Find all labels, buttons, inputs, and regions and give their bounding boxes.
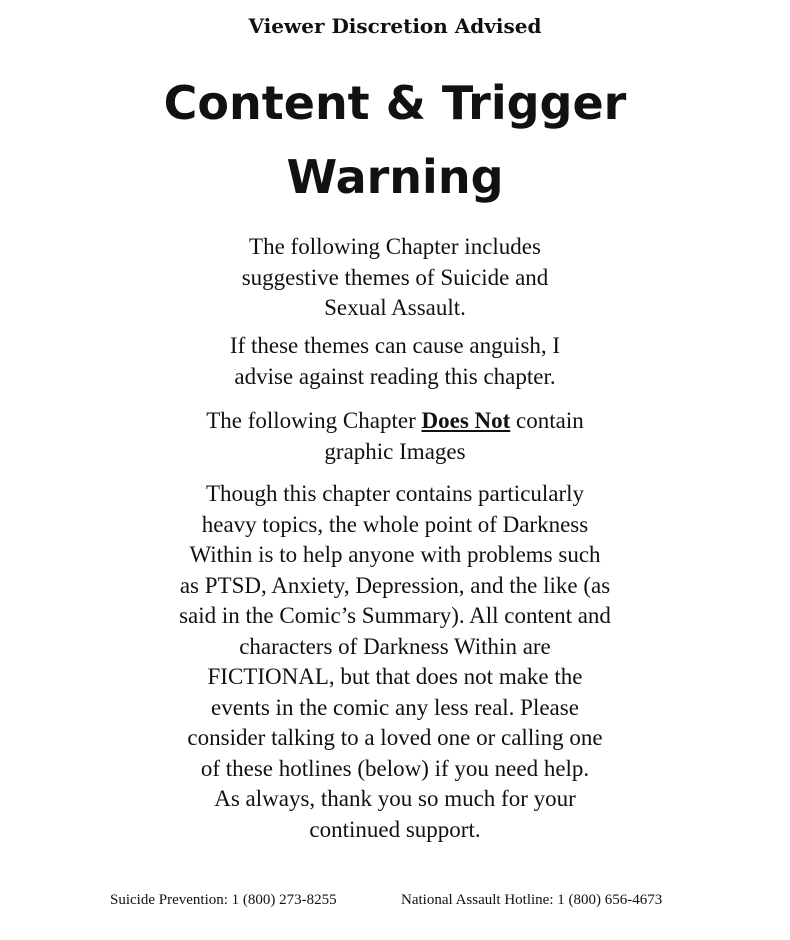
text-line: Within is to help anyone with problems such bbox=[189, 542, 601, 567]
text-line: continued support. bbox=[309, 816, 481, 842]
title-line-1: Content & Trigger bbox=[163, 76, 627, 130]
text-line: advise against reading this chapter. bbox=[234, 363, 556, 389]
suicide-prevention-hotline: Suicide Prevention: 1 (800) 273-8255 bbox=[110, 892, 337, 908]
text-line: FICTIONAL, but that does not make the bbox=[207, 664, 583, 689]
text-line: suggestive themes of Suicide and bbox=[241, 264, 549, 290]
text-line: events in the comic any less real. Please bbox=[211, 694, 579, 720]
advice-paragraph bbox=[0, 331, 790, 392]
text-line: consider talking to a loved one or calling one bbox=[187, 725, 603, 750]
text-line bbox=[0, 406, 790, 437]
text-fragment: contain bbox=[510, 408, 584, 433]
text-line: said in the Comic’s Summary). All content and bbox=[179, 603, 611, 628]
text-line: As always, thank you so much for your bbox=[214, 786, 576, 811]
text-fragment: The following Chapter bbox=[206, 408, 422, 433]
text-line: graphic Images bbox=[324, 438, 466, 464]
text-line: The following Chapter includes bbox=[249, 234, 541, 259]
page-title bbox=[0, 66, 790, 214]
text-line: Sexual Assault. bbox=[324, 295, 466, 320]
text-line: characters of Darkness Within are bbox=[239, 633, 551, 659]
text-line: If these themes can cause anguish, I bbox=[229, 333, 561, 358]
support-paragraph bbox=[0, 479, 790, 845]
does-not-emphasis: Does Not bbox=[421, 408, 511, 433]
title-line-2: Warning bbox=[286, 150, 504, 204]
national-assault-hotline: National Assault Hotline: 1 (800) 656-4673 bbox=[401, 892, 663, 908]
themes-paragraph bbox=[0, 232, 790, 324]
viewer-discretion-heading: Viewer Discretion Advised bbox=[248, 14, 542, 38]
text-line: heavy topics, the whole point of Darkness bbox=[201, 511, 589, 537]
text-line: of these hotlines (below) if you need help. bbox=[200, 755, 590, 781]
text-line: Though this chapter contains particularly bbox=[205, 481, 585, 506]
no-graphic-images-paragraph bbox=[0, 406, 790, 467]
text-line: as PTSD, Anxiety, Depression, and the like (as bbox=[179, 572, 611, 598]
